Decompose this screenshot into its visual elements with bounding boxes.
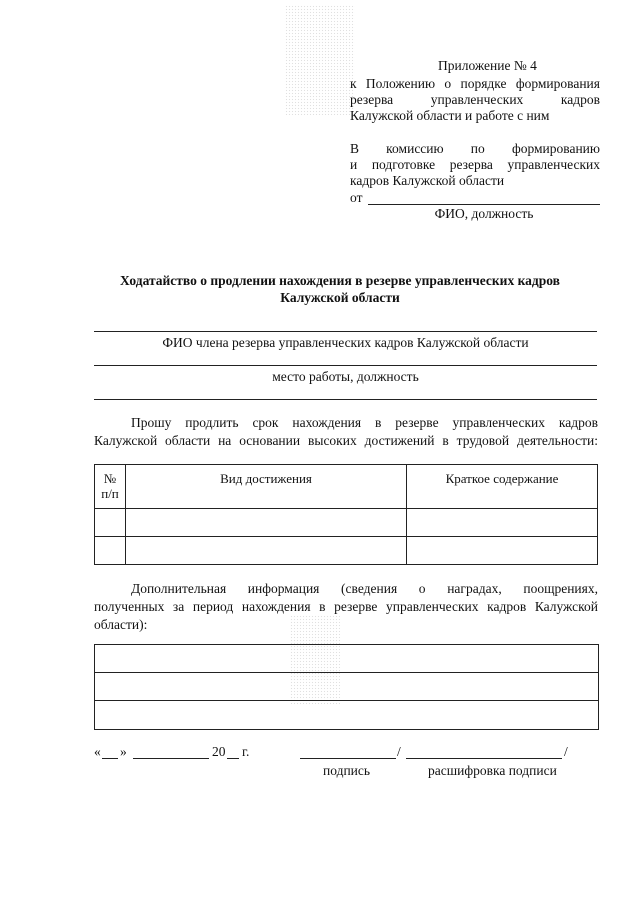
achievements-table (94, 464, 598, 565)
workplace-line[interactable] (94, 365, 597, 366)
document-title (80, 272, 600, 306)
box-row-divider (95, 700, 598, 701)
date-open-quote: « (94, 744, 101, 759)
box-row-divider (95, 672, 598, 673)
table-cell[interactable] (95, 509, 126, 537)
from-input-line[interactable] (368, 204, 600, 205)
table-row[interactable] (95, 509, 598, 537)
addressee-line: и подготовке резерва управленческих (350, 157, 600, 172)
from-caption: ФИО, должность (434, 206, 534, 221)
signature-slash: / (397, 744, 401, 759)
workplace-underline[interactable] (94, 399, 597, 400)
table-cell[interactable] (407, 509, 598, 537)
table-cell[interactable] (95, 537, 126, 565)
appendix-line: Калужской области и работе с ним (350, 108, 550, 123)
date-close-quote: » (120, 744, 127, 759)
request-line: Калужской области на основании высоких достижений в трудовой деятельности: (94, 433, 598, 448)
workplace-caption: место работы, должность (272, 369, 419, 384)
scan-noise (285, 5, 355, 115)
member-name-caption: ФИО члена резерва управленческих кадров Калужской области (162, 335, 529, 350)
addressee-line: кадров Калужской области (350, 173, 505, 188)
table-cell[interactable] (126, 537, 407, 565)
signature-caption: подпись (323, 763, 371, 778)
col-header-type: Вид достижения (126, 465, 407, 509)
table-row[interactable] (95, 537, 598, 565)
title-line: Калужской области (280, 290, 400, 305)
decoding-slash: / (564, 744, 568, 759)
additional-info-box[interactable] (94, 644, 599, 730)
month-input-line[interactable] (133, 758, 209, 759)
decoding-input-line[interactable] (406, 758, 562, 759)
member-name-line[interactable] (94, 331, 597, 332)
year-prefix: 20 (212, 744, 226, 759)
signature-input-line[interactable] (300, 758, 396, 759)
table-cell[interactable] (407, 537, 598, 565)
table-header-row (95, 465, 598, 509)
decoding-caption: расшифровка подписи (428, 763, 557, 778)
additional-line: полученных за период нахождения в резерве управленческих кадров Калужской (94, 599, 598, 614)
col-header-number: № п/п (95, 465, 126, 509)
year-input-line[interactable] (227, 758, 239, 759)
appendix-number: Приложение № 4 (438, 58, 537, 73)
from-label: от (350, 190, 363, 205)
appendix-line: резерва управленческих кадров (350, 92, 600, 107)
appendix-line: к Положению о порядке формирования (350, 76, 600, 91)
day-input-line[interactable] (102, 758, 118, 759)
additional-line: области): (94, 617, 148, 632)
col-header-summary: Краткое содержание (407, 465, 598, 509)
additional-line: Дополнительная информация (сведения о наградах, поощрениях, (131, 581, 598, 596)
table-cell[interactable] (126, 509, 407, 537)
addressee-line: В комиссию по формированию (350, 141, 600, 156)
year-suffix: г. (242, 744, 250, 759)
title-line: Ходатайство о продлении нахождения в резерве управленческих кадров (120, 273, 560, 288)
request-line: Прошу продлить срок нахождения в резерве управленческих кадров (131, 415, 598, 430)
